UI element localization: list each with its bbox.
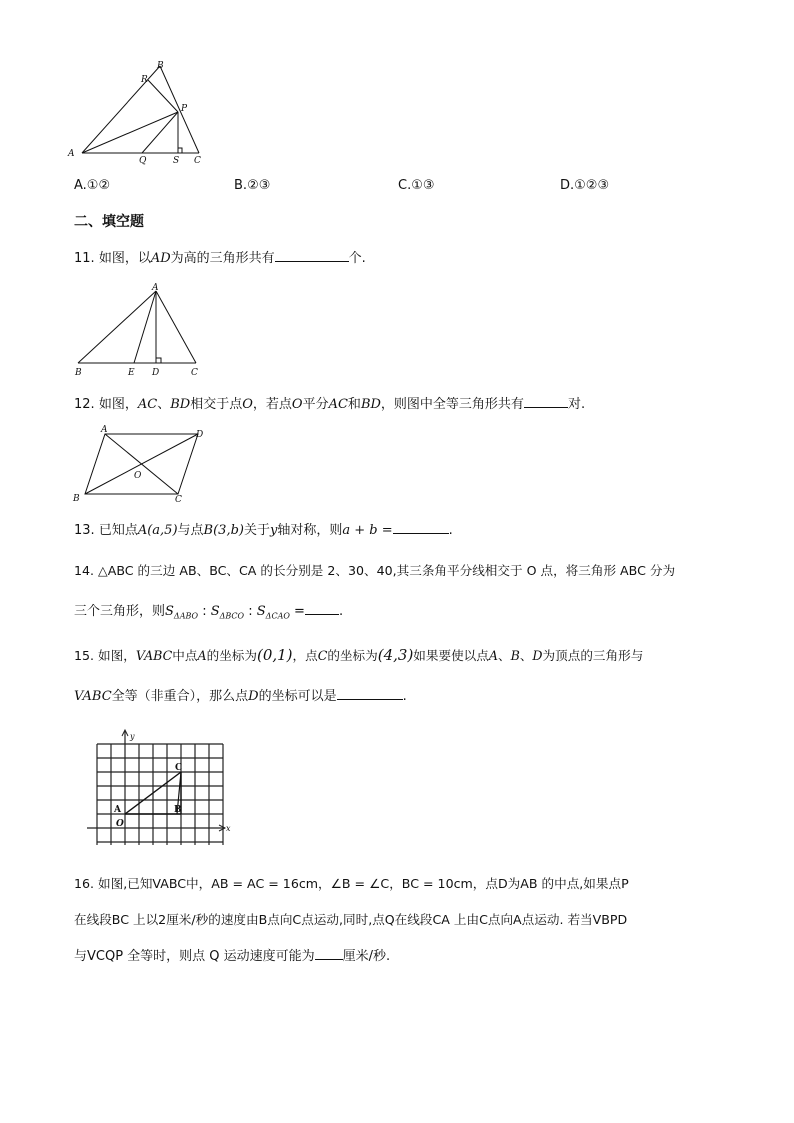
label-C: C bbox=[175, 763, 183, 773]
q14-subscript: ΔCAO bbox=[265, 611, 290, 621]
q14-line1: △ABC 的三边 AB、BC、CA 的长分别是 2、30、40,其三条角平分线相交于 O 点，将三角形 ABC 分为 bbox=[98, 563, 676, 578]
choice-d-letter: D. bbox=[560, 178, 575, 193]
axis-label-y: y bbox=[130, 732, 135, 741]
question-15-line-1 bbox=[74, 646, 643, 665]
q13-number: 13. bbox=[74, 523, 95, 538]
label-B: B bbox=[73, 494, 80, 504]
q14-subscript: ΔABO bbox=[173, 611, 199, 621]
question-12 bbox=[74, 395, 585, 414]
q14-area: S bbox=[210, 604, 220, 619]
label-C: C bbox=[175, 495, 182, 504]
figure-q10 bbox=[60, 60, 220, 165]
q12-text: 、 bbox=[157, 397, 171, 412]
q12-text: 和 bbox=[347, 397, 361, 412]
q14-post: . bbox=[338, 604, 344, 619]
q16-answer-blank[interactable] bbox=[315, 947, 343, 960]
q12-number: 12. bbox=[74, 397, 95, 412]
choice-a-text: ①② bbox=[86, 178, 111, 193]
q13-text: 与点 bbox=[177, 523, 204, 538]
q14-area: S bbox=[256, 604, 266, 619]
label-B: B bbox=[157, 61, 164, 71]
q14-text: 三个三角形，则 bbox=[74, 604, 166, 619]
label-A: A bbox=[68, 149, 75, 159]
label-A: A bbox=[114, 805, 121, 815]
choice-a bbox=[74, 177, 110, 195]
q15-math: (4,3) bbox=[377, 646, 414, 664]
q15-post: . bbox=[402, 689, 407, 704]
q15-text: 的坐标可以是 bbox=[258, 689, 337, 704]
label-R: R bbox=[141, 75, 148, 85]
q14-area: S bbox=[165, 604, 174, 619]
label-P: P bbox=[181, 104, 188, 114]
q15-math: (0,1) bbox=[256, 646, 293, 664]
q12-math: BD bbox=[170, 397, 191, 412]
choice-b bbox=[234, 177, 270, 195]
q15-math: A bbox=[488, 648, 498, 663]
q15-text: 如图， bbox=[98, 648, 136, 663]
question-14-line-1 bbox=[74, 562, 675, 580]
q15-text: 如果要使以点 bbox=[413, 648, 489, 663]
question-14-line-2 bbox=[74, 602, 343, 626]
q13-answer-blank[interactable] bbox=[393, 521, 449, 534]
q16-line3-pre: 与VCQP 全等时，则点 Q 运动速度可能为 bbox=[74, 949, 315, 964]
q12-text: 相交于点 bbox=[190, 397, 243, 412]
label-A: A bbox=[152, 283, 159, 293]
figure-q12 bbox=[68, 424, 218, 504]
question-16-line-3 bbox=[74, 947, 390, 966]
question-13 bbox=[74, 521, 453, 540]
q14-subscript: ΔBCO bbox=[219, 611, 245, 621]
q15-math: D bbox=[248, 689, 259, 704]
question-11 bbox=[74, 249, 366, 268]
label-B: B bbox=[75, 368, 82, 378]
q11-post: 个. bbox=[348, 251, 366, 266]
choice-c-letter: C. bbox=[398, 178, 412, 193]
q12-text: 平分 bbox=[302, 397, 329, 412]
q12-text: ，若点 bbox=[252, 397, 292, 412]
label-O: O bbox=[116, 819, 124, 829]
q15-text: 的坐标为 bbox=[206, 648, 257, 663]
section-title: 二、填空题 bbox=[74, 214, 144, 230]
label-C: C bbox=[191, 368, 198, 378]
question-16-line-1 bbox=[74, 875, 629, 893]
q15-number: 15. bbox=[74, 648, 95, 663]
q15-text: 、 bbox=[519, 648, 533, 663]
q15-math: A bbox=[197, 648, 207, 663]
q12-math: O bbox=[291, 397, 303, 412]
label-B: B bbox=[174, 805, 182, 815]
q15-math: D bbox=[532, 648, 543, 663]
q15-text: 中点 bbox=[172, 648, 198, 663]
q12-text: ，则图中全等三角形共有 bbox=[380, 397, 524, 412]
q12-math: BD bbox=[360, 397, 381, 412]
q11-answer-blank[interactable] bbox=[275, 249, 349, 262]
q13-text: 已知点 bbox=[98, 523, 138, 538]
q16-line3-post: 厘米/秒. bbox=[342, 949, 391, 964]
q11-number: 11. bbox=[74, 251, 95, 266]
choice-d bbox=[560, 177, 609, 195]
q11-pre: 如图，以 bbox=[98, 251, 151, 266]
label-D: D bbox=[196, 430, 204, 440]
label-S: S bbox=[173, 156, 180, 165]
q12-answer-blank[interactable] bbox=[524, 395, 568, 408]
q13-math: a + b = bbox=[342, 523, 393, 538]
choice-b-letter: B. bbox=[234, 178, 248, 193]
label-A: A bbox=[101, 425, 108, 435]
q15-text: 、 bbox=[497, 648, 511, 663]
q12-math: AC bbox=[137, 397, 158, 412]
label-Q: Q bbox=[139, 156, 147, 165]
question-16-line-2 bbox=[74, 911, 627, 929]
q15-text: 全等（非重合），那么点 bbox=[111, 689, 249, 704]
q14-number: 14. bbox=[74, 563, 95, 578]
q12-math: O bbox=[242, 397, 253, 412]
question-15-line-2 bbox=[74, 687, 407, 706]
figure-q15-grid bbox=[85, 727, 235, 852]
choice-c-text: ①③ bbox=[411, 178, 435, 193]
axis-label-x: x bbox=[226, 824, 231, 833]
q15-math: VABC bbox=[74, 689, 112, 704]
label-C: C bbox=[194, 156, 201, 165]
q13-math: y bbox=[269, 523, 278, 538]
q12-math: AC bbox=[328, 397, 348, 412]
q15-math: B bbox=[510, 648, 520, 663]
q11-mid: 为高的三角形共有 bbox=[170, 251, 275, 266]
q13-post: . bbox=[448, 523, 453, 538]
q12-post: 对. bbox=[567, 397, 586, 412]
figure-q11 bbox=[70, 283, 210, 378]
choice-c bbox=[398, 177, 435, 195]
q15-math: C bbox=[317, 648, 328, 663]
label-O: O bbox=[134, 471, 142, 481]
choice-a-letter: A. bbox=[74, 178, 87, 193]
q13-math: B(3,b) bbox=[203, 523, 244, 538]
q14-answer-blank[interactable] bbox=[305, 602, 339, 615]
q16-line1: 如图,已知VABC中，AB = AC = 16cm，∠B = ∠C，BC = 10cm，点D为AB 的中点,如果点P bbox=[98, 876, 629, 891]
q16-number: 16. bbox=[74, 876, 95, 891]
q11-math: AD bbox=[150, 251, 171, 266]
q13-math: A(a,5) bbox=[137, 523, 178, 538]
q12-text: 如图， bbox=[98, 397, 138, 412]
q13-text: 轴对称，则 bbox=[277, 523, 343, 538]
q15-answer-blank[interactable] bbox=[337, 687, 403, 700]
q15-text: 为顶点的三角形与 bbox=[542, 648, 644, 663]
q13-text: 关于 bbox=[243, 523, 270, 538]
q14-colon: : bbox=[244, 604, 257, 619]
choice-d-text: ①②③ bbox=[574, 178, 610, 193]
q14-equals: = bbox=[289, 604, 305, 619]
q15-text: ，点 bbox=[292, 648, 318, 663]
q14-colon: : bbox=[198, 604, 211, 619]
label-D: D bbox=[152, 368, 160, 378]
choice-b-text: ②③ bbox=[247, 178, 271, 193]
label-E: E bbox=[128, 368, 135, 378]
q15-math: VABC bbox=[135, 648, 173, 663]
q16-line2: 在线段BC 上以2厘米/秒的速度由B点向C点运动,同时,点Q在线段CA 上由C点向A点运动. 若当VBPD bbox=[74, 912, 628, 927]
q15-text: 的坐标为 bbox=[327, 648, 378, 663]
